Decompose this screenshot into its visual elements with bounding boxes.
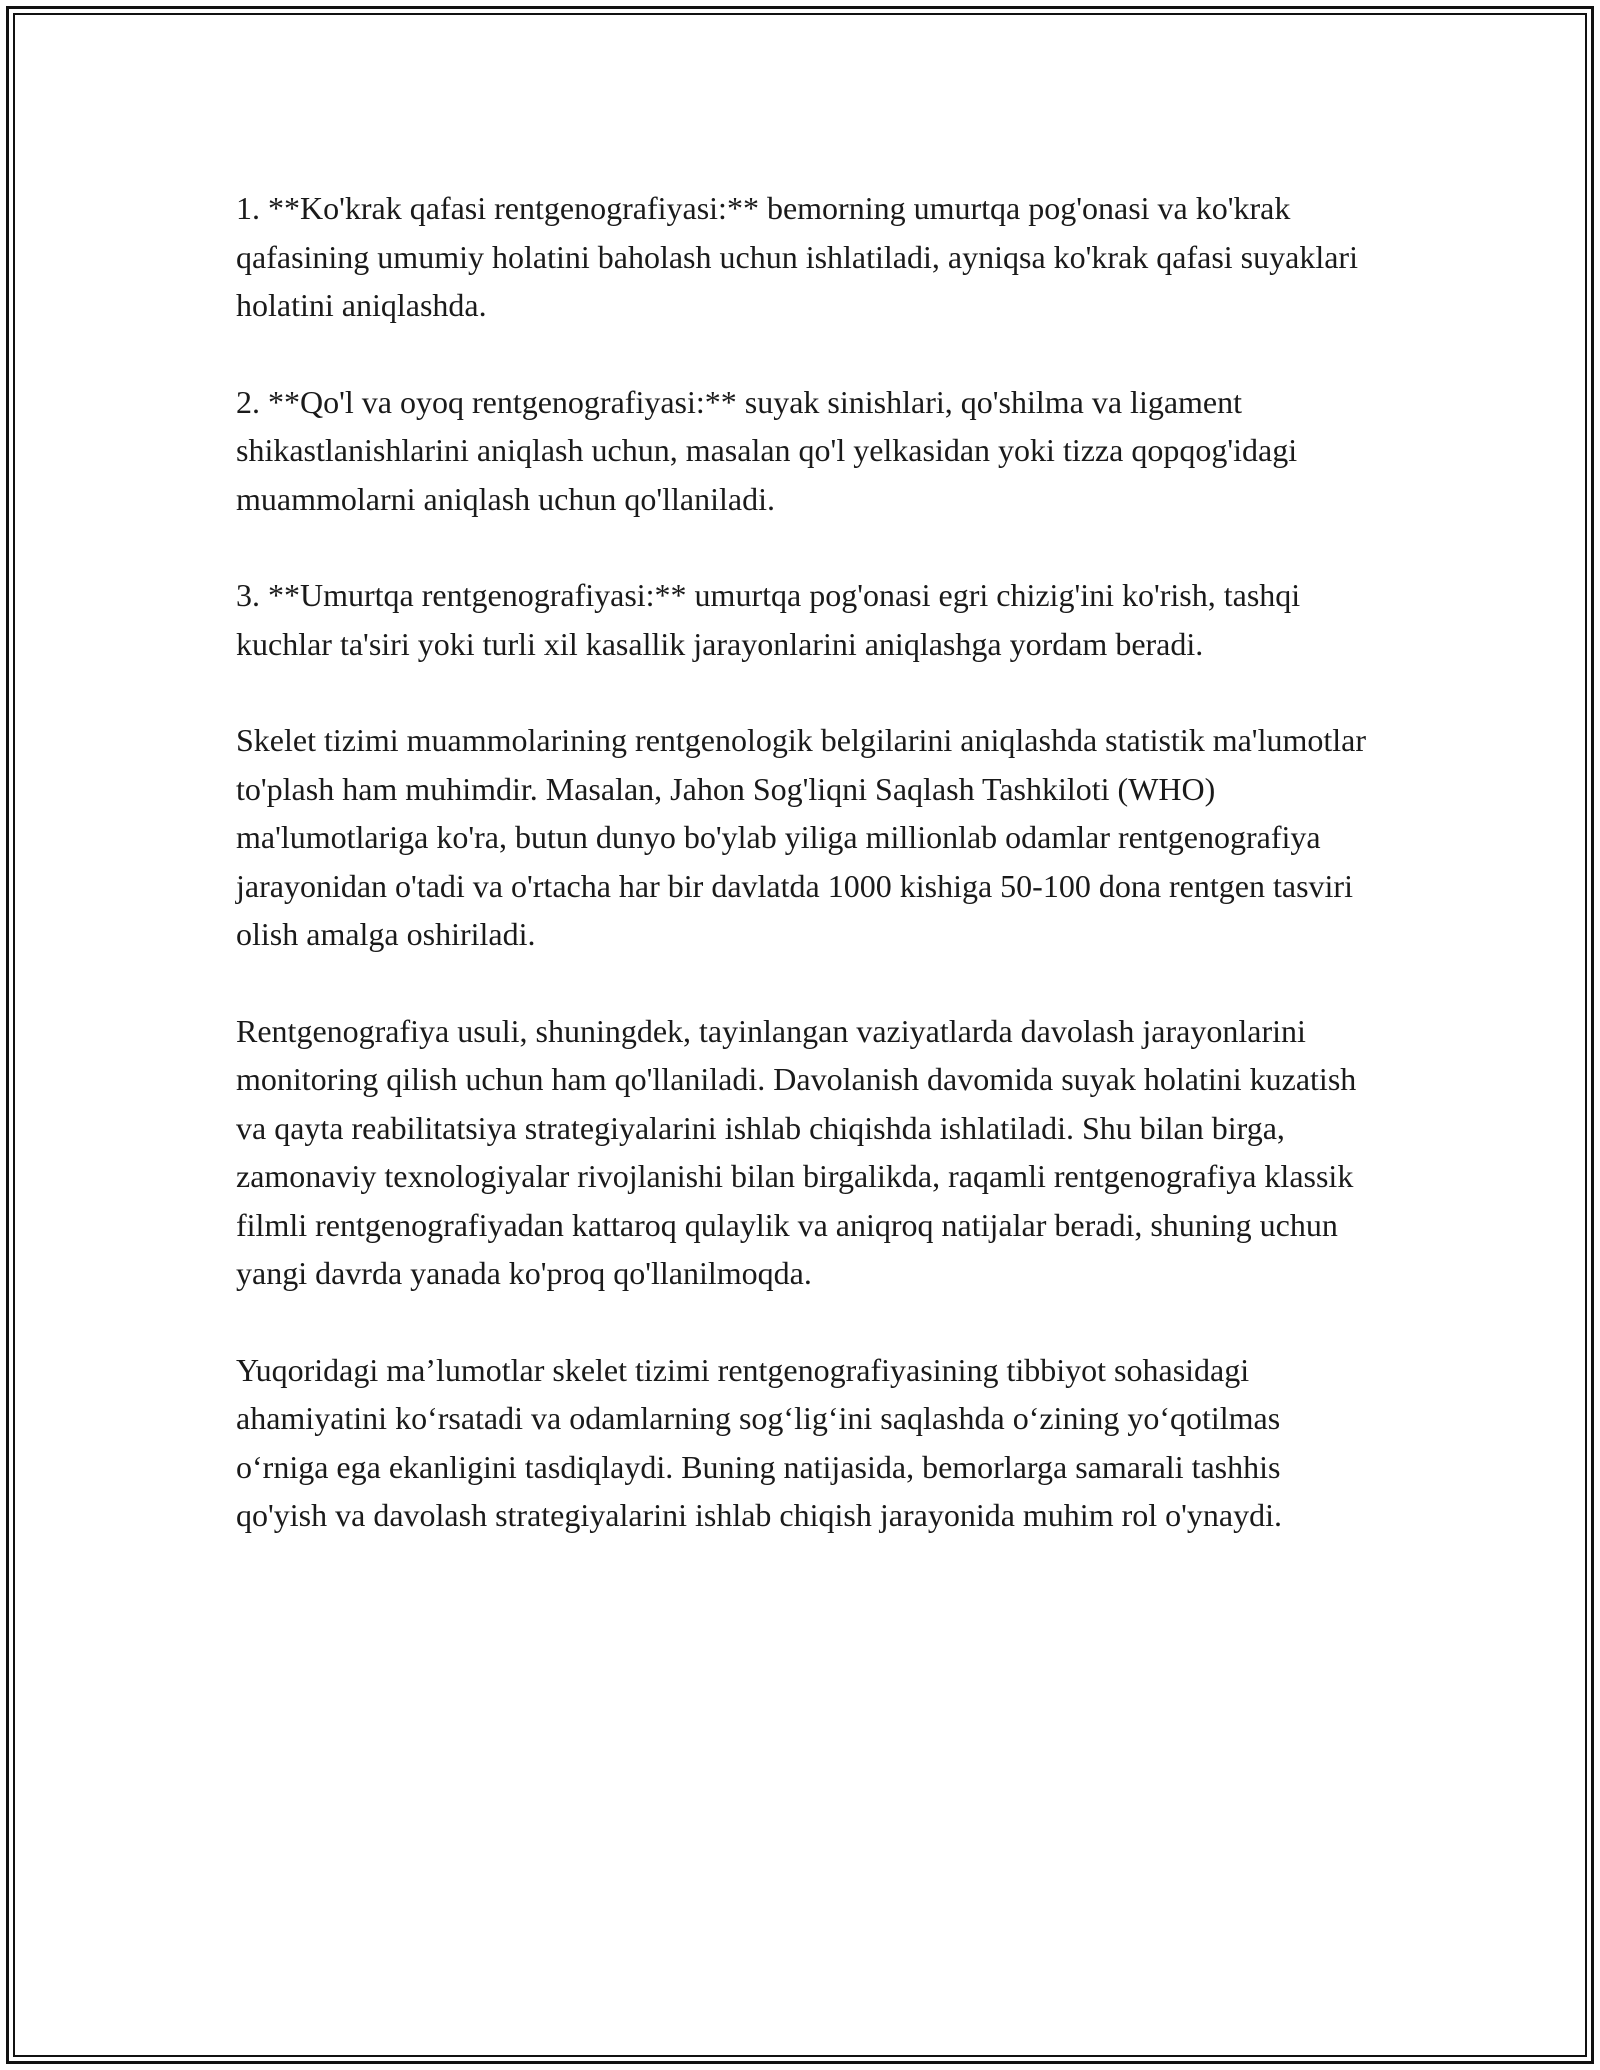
paragraph-limb-xray: 2. **Qo'l va oyoq rentgenografiyasi:** suyak sinishlari, qo'shilma va ligament shikastlanishlarini aniqlash uchun, masalan qo'l yelkasidan yoki tizza qopqog'idagi muammolarni aniqlash uchun qo'llaniladi. (236, 383, 1298, 517)
paragraph-monitoring: Rentgenografiya usuli, shuningdek, tayinlangan vaziyatlarda davolash jarayonlarini monitoring qilish uchun ham qo'llaniladi. Davolanish davomida suyak holatini kuzatish va qayta reabilitatsiya strategiyalarini ishlab chiqishda ishlatiladi. Shu bilan birga, zamonaviy texnologiyalar rivojlanishi bilan birgalikda, raqamli rentgenografiya klassik filmli rentgenografiyadan kattaroq qulaylik va aniqroq natijalar beradi, shuning uchun yangi davrda yanada ko'proq qo'llanilmoqda. (236, 1012, 1357, 1291)
paragraph-statistics: Skelet tizimi muammolarining rentgenologik belgilarini aniqlashda statistik ma'lumotlar to'plash ham muhimdir. Masalan, Jahon Sog'liqni Saqlash Tashkiloti (WHO) ma'lumotlariga ko'ra, butun dunyo bo'ylab yiliga millionlab odamlar rentgenografiya jarayonidan o'tadi va o'rtacha har bir davlatda 1000 kishiga 50-100 dona rentgen tasviri olish amalga oshiriladi. (236, 722, 1366, 952)
paragraph-chest-xray: 1. **Ko'krak qafasi rentgenografiyasi:** bemorning umurtqa pog'onasi va ko'krak qafasining umumiy holatini baholash uchun ishlatiladi, ayniqsa ko'krak qafasi suyaklari holatini aniqlashda. (236, 190, 1358, 323)
document-body (236, 184, 1366, 1540)
paragraph-conclusion: Yuqoridagi ma’lumotlar skelet tizimi rentgenografiyasining tibbiyot sohasidagi ahamiyatini ko‘rsatadi va odamlarning sog‘lig‘ini saqlashda o‘zining yo‘qotilmas o‘rniga ega ekanligini tasdiqlaydi. Buning natijasida, bemorlarga samarali tashhis qo'yish va davolash strategiyalarini ishlab chiqish jarayonida muhim rol o'ynaydi. (236, 1351, 1282, 1533)
paragraph-spine-xray: 3. **Umurtqa rentgenografiyasi:** umurtqa pog'onasi egri chizig'ini ko'rish, tashqi kuchlar ta'siri yoki turli xil kasallik jarayonlarini aniqlashga yordam beradi. (236, 577, 1301, 662)
